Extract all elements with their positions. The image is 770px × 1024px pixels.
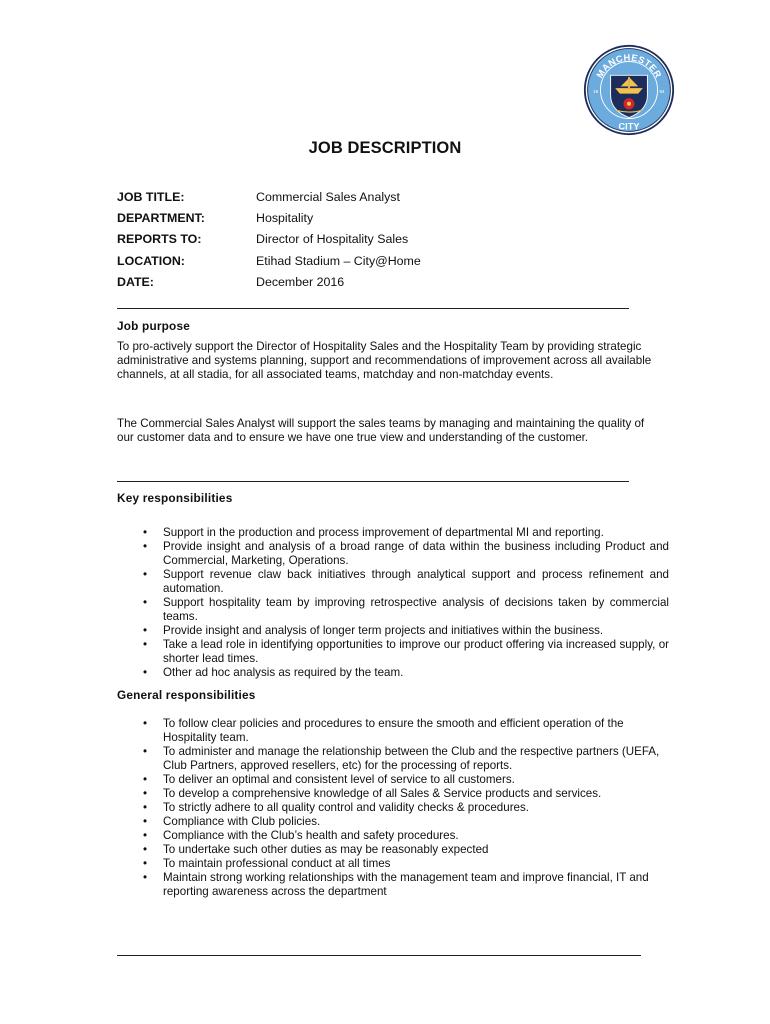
list-item: • Take a lead role in identifying opportunities to improve our product offering via increased supply, or shorter lead times. [117,638,669,666]
list-item: • Compliance with the Club’s health and safety procedures. [117,829,669,843]
list-item: • Provide insight and analysis of longer term projects and initiatives within the business. [117,624,669,638]
list-item: • Other ad hoc analysis as required by the team. [117,666,669,680]
list-item: • Support revenue claw back initiatives through analytical support and process refinement and automation. [117,568,669,596]
list-item: • Support in the production and process improvement of departmental MI and reporting. [117,526,669,540]
list-item: • To develop a comprehensive knowledge of all Sales & Service products and services. [117,787,669,801]
list-item: • Provide insight and analysis of a broad range of data within the business including Product and Commercial, Marketing, Operations. [117,540,669,568]
section-divider [117,481,629,482]
crest-bottom-text: CITY [618,121,640,132]
crest-year-right: 94 [659,88,665,94]
list-item: • To deliver an optimal and consistent level of service to all customers. [117,773,669,787]
list-item: • To strictly adhere to all quality control and validity checks & procedures. [117,801,669,815]
section-divider [117,308,629,309]
job-meta-table [117,186,677,292]
meta-row-job-title [117,186,677,207]
meta-row-reports-to [117,229,677,250]
meta-label: DATE: [117,274,154,289]
key-responsibilities-heading: Key responsibilities [117,491,233,505]
document-title: JOB DESCRIPTION [308,139,462,157]
meta-value: Etihad Stadium – City@Home [256,253,421,268]
general-responsibilities-heading: General responsibilities [117,688,256,702]
meta-label: REPORTS TO: [117,232,202,247]
meta-value: December 2016 [256,274,345,289]
job-purpose-paragraph: To pro-actively support the Director of Hospitality Sales and the Hospitality Team by providing strategic administrative and systems planning, support and recommendations of improvement across all available channels, at all stadia, for all associated teams, matchday and non-matchday events. [117,340,652,382]
job-purpose-heading: Job purpose [117,319,190,333]
meta-value: Hospitality [256,210,314,225]
list-item: • Compliance with Club policies. [117,815,669,829]
meta-value: Director of Hospitality Sales [256,232,409,247]
list-item: • To undertake such other duties as may be reasonably expected [117,843,669,857]
club-crest-logo [583,44,675,136]
meta-row-department [117,207,677,228]
list-item: • To follow clear policies and procedures to ensure the smooth and efficient operation of the Hospitality team. [117,717,669,745]
list-item: • To maintain professional conduct at all times [117,857,669,871]
job-purpose-paragraph: The Commercial Sales Analyst will support the sales teams by managing and maintaining the quality of our customer data and to ensure we have one true view and understanding of the customer. [117,417,645,445]
list-item: • Support hospitality team by improving retrospective analysis of decisions taken by commercial teams. [117,596,669,624]
meta-label: JOB TITLE: [117,189,185,204]
list-item: • Maintain strong working relationships with the management team and improve financial, IT and reporting awareness across the department [117,871,669,899]
footer-divider [117,955,641,956]
meta-row-location [117,250,677,271]
crest-year-left: 18 [593,88,599,94]
meta-label: DEPARTMENT: [117,210,205,225]
list-item: • To administer and manage the relationship between the Club and the respective partners (UEFA, Club Partners, approved resellers, etc) for the processing of reports. [117,745,669,773]
meta-label: LOCATION: [117,253,185,268]
general-responsibilities-list [117,717,669,899]
crest-top-text: MANCHESTER [594,52,664,80]
key-responsibilities-list [117,526,669,680]
meta-row-date [117,271,677,292]
meta-value: Commercial Sales Analyst [256,189,400,204]
